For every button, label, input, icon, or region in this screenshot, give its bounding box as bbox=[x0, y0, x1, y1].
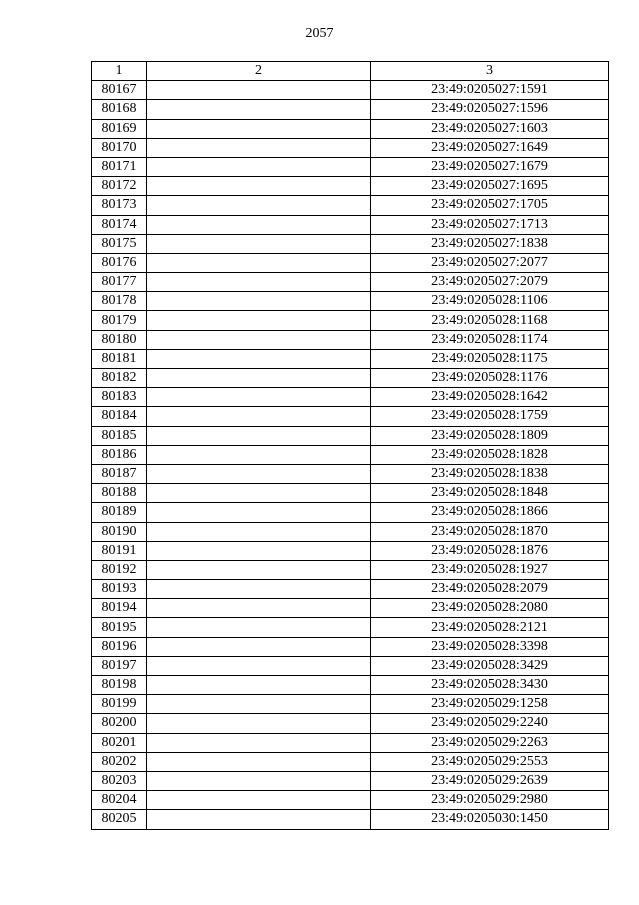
cadastral-number-cell: 23:49:0205029:2639 bbox=[371, 771, 609, 790]
description-cell bbox=[147, 119, 371, 138]
row-number-cell: 80168 bbox=[92, 100, 147, 119]
description-cell bbox=[147, 484, 371, 503]
description-cell bbox=[147, 100, 371, 119]
table-row bbox=[92, 637, 609, 656]
page-number: 2057 bbox=[305, 26, 334, 41]
table-row bbox=[92, 656, 609, 675]
description-cell bbox=[147, 215, 371, 234]
cadastral-number-cell: 23:49:0205027:1679 bbox=[371, 157, 609, 176]
cadastral-number-cell: 23:49:0205028:2079 bbox=[371, 580, 609, 599]
row-number-cell: 80197 bbox=[92, 656, 147, 675]
column-header-3: 3 bbox=[371, 62, 609, 81]
table-row bbox=[92, 695, 609, 714]
row-number-cell: 80205 bbox=[92, 810, 147, 829]
description-cell bbox=[147, 388, 371, 407]
table-row bbox=[92, 771, 609, 790]
row-number-cell: 80184 bbox=[92, 407, 147, 426]
row-number-cell: 80189 bbox=[92, 503, 147, 522]
description-cell bbox=[147, 637, 371, 656]
description-cell bbox=[147, 81, 371, 100]
table-row bbox=[92, 599, 609, 618]
row-number-cell: 80198 bbox=[92, 676, 147, 695]
cadastral-number-cell: 23:49:0205028:1866 bbox=[371, 503, 609, 522]
cadastral-number-cell: 23:49:0205028:2121 bbox=[371, 618, 609, 637]
row-number-cell: 80200 bbox=[92, 714, 147, 733]
row-number-cell: 80167 bbox=[92, 81, 147, 100]
table-row bbox=[92, 407, 609, 426]
description-cell bbox=[147, 503, 371, 522]
row-number-cell: 80201 bbox=[92, 733, 147, 752]
table-row bbox=[92, 349, 609, 368]
cadastral-number-cell: 23:49:0205030:1450 bbox=[371, 810, 609, 829]
row-number-cell: 80172 bbox=[92, 177, 147, 196]
table-row bbox=[92, 426, 609, 445]
table-row bbox=[92, 100, 609, 119]
description-cell bbox=[147, 273, 371, 292]
cadastral-number-cell: 23:49:0205028:3398 bbox=[371, 637, 609, 656]
description-cell bbox=[147, 445, 371, 464]
cadastral-number-cell: 23:49:0205028:1838 bbox=[371, 464, 609, 483]
table-row bbox=[92, 522, 609, 541]
description-cell bbox=[147, 138, 371, 157]
cadastral-number-cell: 23:49:0205028:1870 bbox=[371, 522, 609, 541]
table-row bbox=[92, 580, 609, 599]
cadastral-number-cell: 23:49:0205028:1176 bbox=[371, 369, 609, 388]
cadastral-number-cell: 23:49:0205029:2980 bbox=[371, 791, 609, 810]
table-row bbox=[92, 560, 609, 579]
row-number-cell: 80180 bbox=[92, 330, 147, 349]
row-number-cell: 80194 bbox=[92, 599, 147, 618]
description-cell bbox=[147, 177, 371, 196]
row-number-cell: 80174 bbox=[92, 215, 147, 234]
table-row bbox=[92, 273, 609, 292]
description-cell bbox=[147, 407, 371, 426]
table-row bbox=[92, 119, 609, 138]
row-number-cell: 80196 bbox=[92, 637, 147, 656]
cadastral-number-cell: 23:49:0205028:1876 bbox=[371, 541, 609, 560]
row-number-cell: 80176 bbox=[92, 253, 147, 272]
description-cell bbox=[147, 541, 371, 560]
cadastral-number-cell: 23:49:0205027:1838 bbox=[371, 234, 609, 253]
row-number-cell: 80170 bbox=[92, 138, 147, 157]
table-row bbox=[92, 484, 609, 503]
table-row bbox=[92, 253, 609, 272]
cadastral-number-cell: 23:49:0205029:2263 bbox=[371, 733, 609, 752]
row-number-cell: 80173 bbox=[92, 196, 147, 215]
table-row bbox=[92, 733, 609, 752]
table-row bbox=[92, 752, 609, 771]
cadastral-number-cell: 23:49:0205027:1591 bbox=[371, 81, 609, 100]
description-cell bbox=[147, 714, 371, 733]
table-row bbox=[92, 138, 609, 157]
cadastral-number-cell: 23:49:0205028:1168 bbox=[371, 311, 609, 330]
column-header-2: 2 bbox=[147, 62, 371, 81]
cadastral-number-cell: 23:49:0205028:1848 bbox=[371, 484, 609, 503]
description-cell bbox=[147, 695, 371, 714]
table-row bbox=[92, 292, 609, 311]
cadastral-number-cell: 23:49:0205028:1174 bbox=[371, 330, 609, 349]
register-table bbox=[91, 61, 609, 830]
cadastral-number-cell: 23:49:0205027:1649 bbox=[371, 138, 609, 157]
row-number-cell: 80177 bbox=[92, 273, 147, 292]
description-cell bbox=[147, 234, 371, 253]
description-cell bbox=[147, 618, 371, 637]
row-number-cell: 80186 bbox=[92, 445, 147, 464]
row-number-cell: 80169 bbox=[92, 119, 147, 138]
cadastral-number-cell: 23:49:0205029:2553 bbox=[371, 752, 609, 771]
row-number-cell: 80191 bbox=[92, 541, 147, 560]
description-cell bbox=[147, 810, 371, 829]
cadastral-number-cell: 23:49:0205028:1175 bbox=[371, 349, 609, 368]
cadastral-number-cell: 23:49:0205028:3429 bbox=[371, 656, 609, 675]
table-row bbox=[92, 330, 609, 349]
row-number-cell: 80178 bbox=[92, 292, 147, 311]
row-number-cell: 80195 bbox=[92, 618, 147, 637]
table-row bbox=[92, 177, 609, 196]
table-row bbox=[92, 388, 609, 407]
cadastral-number-cell: 23:49:0205028:1927 bbox=[371, 560, 609, 579]
table-row bbox=[92, 311, 609, 330]
row-number-cell: 80179 bbox=[92, 311, 147, 330]
table-row bbox=[92, 464, 609, 483]
cadastral-number-cell: 23:49:0205027:1596 bbox=[371, 100, 609, 119]
cadastral-number-cell: 23:49:0205028:1809 bbox=[371, 426, 609, 445]
description-cell bbox=[147, 426, 371, 445]
description-cell bbox=[147, 599, 371, 618]
description-cell bbox=[147, 791, 371, 810]
cadastral-number-cell: 23:49:0205027:1705 bbox=[371, 196, 609, 215]
cadastral-number-cell: 23:49:0205028:1828 bbox=[371, 445, 609, 464]
table-row bbox=[92, 618, 609, 637]
cadastral-number-cell: 23:49:0205027:1713 bbox=[371, 215, 609, 234]
description-cell bbox=[147, 369, 371, 388]
description-cell bbox=[147, 656, 371, 675]
row-number-cell: 80204 bbox=[92, 791, 147, 810]
column-header-1: 1 bbox=[92, 62, 147, 81]
description-cell bbox=[147, 676, 371, 695]
row-number-cell: 80190 bbox=[92, 522, 147, 541]
table-row bbox=[92, 234, 609, 253]
description-cell bbox=[147, 752, 371, 771]
cadastral-number-cell: 23:49:0205028:3430 bbox=[371, 676, 609, 695]
description-cell bbox=[147, 349, 371, 368]
table-row bbox=[92, 157, 609, 176]
row-number-cell: 80183 bbox=[92, 388, 147, 407]
row-number-cell: 80171 bbox=[92, 157, 147, 176]
table-row bbox=[92, 81, 609, 100]
description-cell bbox=[147, 522, 371, 541]
row-number-cell: 80193 bbox=[92, 580, 147, 599]
cadastral-number-cell: 23:49:0205027:2079 bbox=[371, 273, 609, 292]
table-row bbox=[92, 215, 609, 234]
table-row bbox=[92, 676, 609, 695]
description-cell bbox=[147, 560, 371, 579]
cadastral-number-cell: 23:49:0205028:1642 bbox=[371, 388, 609, 407]
cadastral-number-cell: 23:49:0205029:1258 bbox=[371, 695, 609, 714]
row-number-cell: 80185 bbox=[92, 426, 147, 445]
table-row bbox=[92, 369, 609, 388]
row-number-cell: 80202 bbox=[92, 752, 147, 771]
row-number-cell: 80181 bbox=[92, 349, 147, 368]
cadastral-number-cell: 23:49:0205028:1106 bbox=[371, 292, 609, 311]
row-number-cell: 80199 bbox=[92, 695, 147, 714]
row-number-cell: 80187 bbox=[92, 464, 147, 483]
header-row bbox=[92, 62, 609, 81]
cadastral-number-cell: 23:49:0205027:1603 bbox=[371, 119, 609, 138]
table-row bbox=[92, 791, 609, 810]
description-cell bbox=[147, 464, 371, 483]
row-number-cell: 80192 bbox=[92, 560, 147, 579]
table-row bbox=[92, 196, 609, 215]
description-cell bbox=[147, 253, 371, 272]
table-row bbox=[92, 714, 609, 733]
cadastral-number-cell: 23:49:0205029:2240 bbox=[371, 714, 609, 733]
description-cell bbox=[147, 196, 371, 215]
row-number-cell: 80182 bbox=[92, 369, 147, 388]
description-cell bbox=[147, 771, 371, 790]
description-cell bbox=[147, 330, 371, 349]
table-row bbox=[92, 503, 609, 522]
description-cell bbox=[147, 157, 371, 176]
row-number-cell: 80203 bbox=[92, 771, 147, 790]
cadastral-number-cell: 23:49:0205027:1695 bbox=[371, 177, 609, 196]
cadastral-number-cell: 23:49:0205028:1759 bbox=[371, 407, 609, 426]
description-cell bbox=[147, 292, 371, 311]
table-row bbox=[92, 810, 609, 829]
cadastral-number-cell: 23:49:0205028:2080 bbox=[371, 599, 609, 618]
description-cell bbox=[147, 580, 371, 599]
table-row bbox=[92, 445, 609, 464]
row-number-cell: 80175 bbox=[92, 234, 147, 253]
cadastral-number-cell: 23:49:0205027:2077 bbox=[371, 253, 609, 272]
table-row bbox=[92, 541, 609, 560]
description-cell bbox=[147, 311, 371, 330]
description-cell bbox=[147, 733, 371, 752]
row-number-cell: 80188 bbox=[92, 484, 147, 503]
table-body bbox=[92, 81, 609, 829]
